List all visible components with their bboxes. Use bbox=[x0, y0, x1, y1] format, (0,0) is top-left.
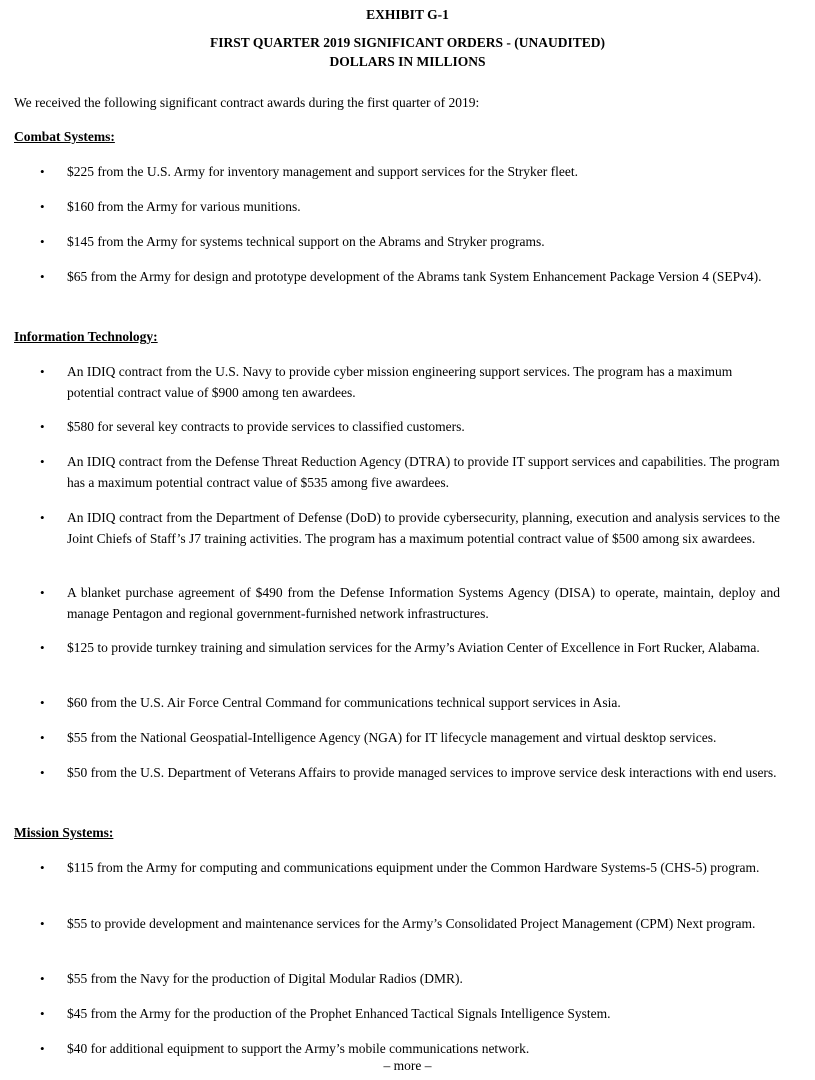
exhibit-label: EXHIBIT G-1 bbox=[366, 7, 449, 22]
bullet-icon: • bbox=[40, 269, 45, 284]
bullet-icon: • bbox=[40, 510, 45, 525]
bullet-icon: • bbox=[40, 971, 45, 986]
bullet-icon: • bbox=[40, 419, 45, 434]
bullet-icon: • bbox=[40, 640, 45, 655]
bullet-icon: • bbox=[40, 916, 45, 931]
bullet-icon: • bbox=[40, 199, 45, 214]
bullet-icon: • bbox=[40, 860, 45, 875]
bullet-icon: • bbox=[40, 234, 45, 249]
list-item: • $65 from the Army for design and prototype development of the Abrams tank System Enhancement Package Version 4 (SEPv4). bbox=[40, 266, 780, 287]
list-item: • $145 from the Army for systems technical support on the Abrams and Stryker programs. bbox=[40, 231, 780, 252]
list-item: • $45 from the Army for the production of the Prophet Enhanced Tactical Signals Intelligence System. bbox=[40, 1003, 780, 1024]
list-item: • $60 from the U.S. Air Force Central Command for communications technical support services in Asia. bbox=[40, 692, 780, 713]
list-item: • $55 from the Navy for the production of Digital Modular Radios (DMR). bbox=[40, 968, 780, 989]
list-item: • $225 from the U.S. Army for inventory management and support services for the Stryker fleet. bbox=[40, 161, 780, 182]
document-subtitle: DOLLARS IN MILLIONS bbox=[329, 54, 486, 69]
list-item: • $40 for additional equipment to support the Army’s mobile communications network. bbox=[40, 1038, 780, 1059]
list-item: • An IDIQ contract from the U.S. Navy to provide cyber mission engineering support services. The program has a maximum potential contract value of $900 among ten awardees. bbox=[40, 361, 780, 403]
bullet-icon: • bbox=[40, 585, 45, 600]
intro-paragraph: We received the following significant contract awards during the first quarter of 2019: bbox=[14, 95, 480, 110]
bullet-icon: • bbox=[40, 1041, 45, 1056]
section-heading-combat-systems: Combat Systems: bbox=[14, 129, 115, 144]
list-item: • An IDIQ contract from the Defense Threat Reduction Agency (DTRA) to provide IT support services and capabilities. The program has a maximum potential contract value of $535 among five awardees. bbox=[40, 451, 780, 493]
bullet-icon: • bbox=[40, 454, 45, 469]
section-heading-mission-systems: Mission Systems: bbox=[14, 825, 114, 840]
list-item: • $125 to provide turnkey training and simulation services for the Army’s Aviation Center of Excellence in Fort Rucker, Alabama. bbox=[40, 637, 780, 658]
document-title: FIRST QUARTER 2019 SIGNIFICANT ORDERS - (UNAUDITED) bbox=[209, 35, 606, 50]
continuation-marker: – more – bbox=[383, 1058, 432, 1073]
list-item: • $50 from the U.S. Department of Veterans Affairs to provide managed services to improve service desk interactions with end users. bbox=[40, 762, 780, 783]
list-item: • $115 from the Army for computing and communications equipment under the Common Hardware Systems-5 (CHS-5) program. bbox=[40, 857, 780, 878]
list-item: • $580 for several key contracts to provide services to classified customers. bbox=[40, 416, 780, 437]
bullet-icon: • bbox=[40, 730, 45, 745]
bullet-icon: • bbox=[40, 1006, 45, 1021]
list-item: • $55 to provide development and maintenance services for the Army’s Consolidated Project Management (CPM) Next program. bbox=[40, 913, 780, 934]
bullet-icon: • bbox=[40, 695, 45, 710]
list-item: • $160 from the Army for various munitions. bbox=[40, 196, 780, 217]
bullet-icon: • bbox=[40, 364, 45, 379]
bullet-icon: • bbox=[40, 765, 45, 780]
list-item: • An IDIQ contract from the Department of Defense (DoD) to provide cybersecurity, planning, execution and analysis services to the Joint Chiefs of Staff’s J7 training activities. The program has a maximum potential contract value of $500 among six awardees. bbox=[40, 507, 780, 549]
section-heading-information-technology: Information Technology: bbox=[14, 329, 158, 344]
list-item: • $55 from the National Geospatial-Intelligence Agency (NGA) for IT lifecycle management and virtual desktop services. bbox=[40, 727, 780, 748]
list-item: • A blanket purchase agreement of $490 from the Defense Information Systems Agency (DISA) to operate, maintain, deploy and manage Pentagon and regional government-furnished network infrastructures. bbox=[40, 582, 780, 624]
bullet-icon: • bbox=[40, 164, 45, 179]
